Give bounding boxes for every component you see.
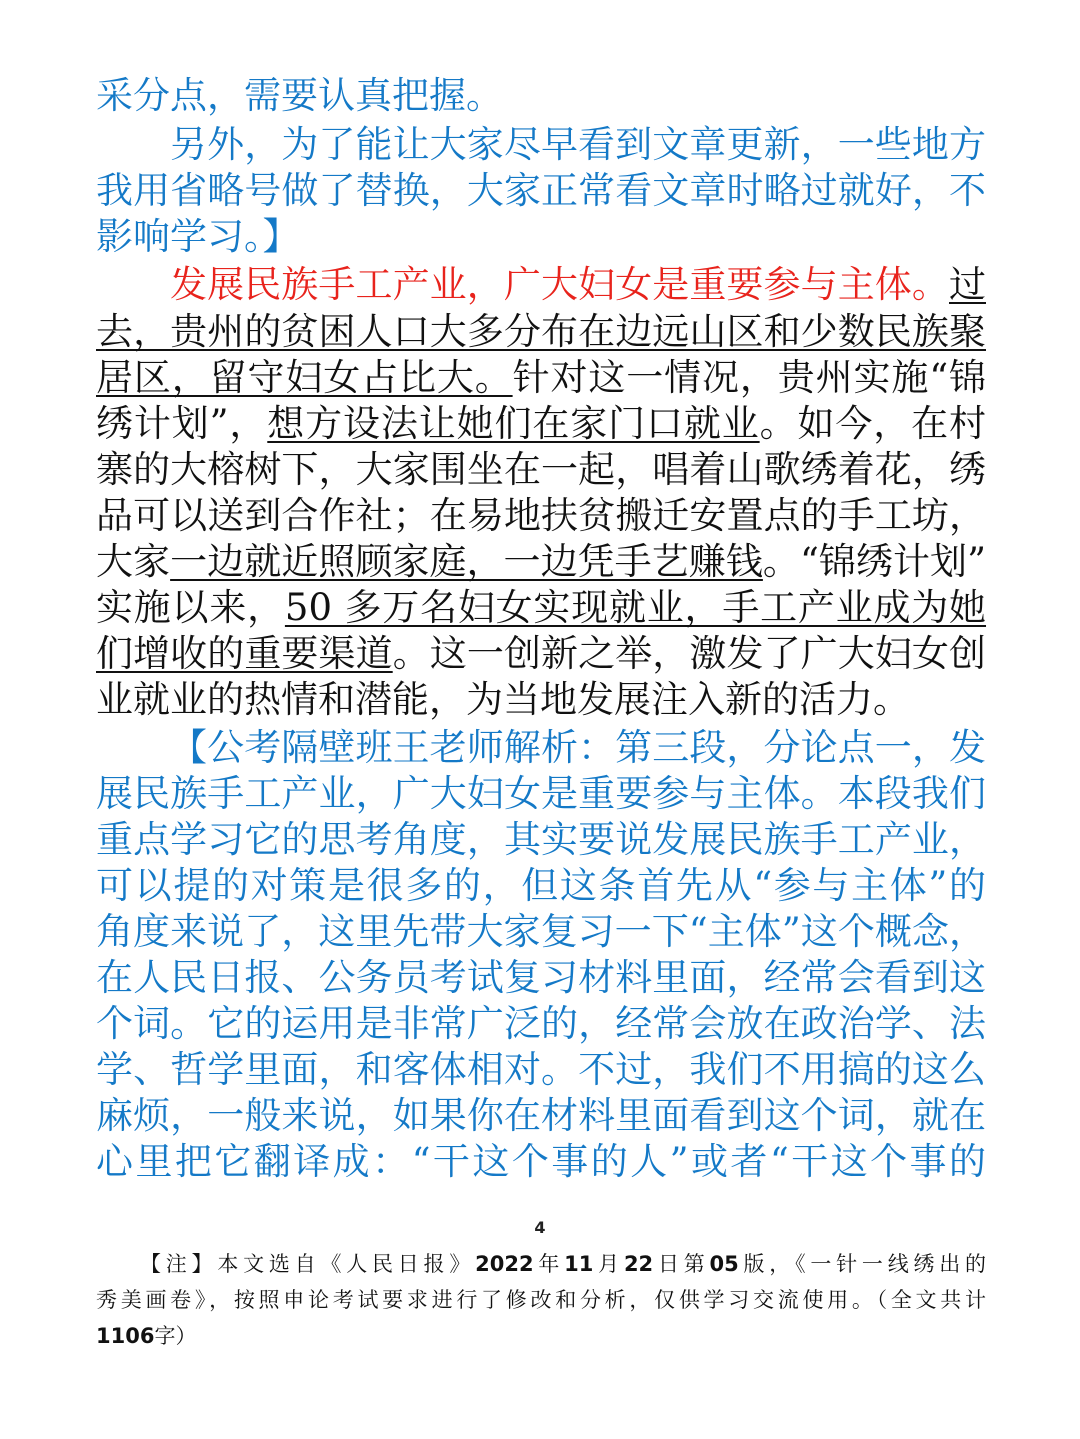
- note-line-2: 秀美画卷》，按照申论考试要求进行了修改和分析，仅供学习交流使用。（全文共计: [96, 1288, 986, 1312]
- para-heading: 发展民族手工产业，广大妇女是重要参与主体。: [170, 263, 949, 306]
- analysis-line-5: 角度来说了，这里先带大家复习一下“主体”这个概念，: [96, 910, 986, 953]
- intro-line-4: 影响学习。】: [96, 215, 300, 258]
- analysis-line-3: 重点学习它的思考角度，其实要说发展民族手工产业，: [96, 818, 986, 861]
- analysis-line-4: 可以提的对策是很多的，但这条首先从“参与主体”的: [96, 864, 986, 907]
- underlined-text: 过: [949, 263, 986, 306]
- analysis-line-8: 学、哲学里面，和客体相对。不过，我们不用搞的这么: [96, 1048, 986, 1091]
- para-line-8: [96, 585, 986, 631]
- analysis-line-2: 展民族手工产业，广大妇女是重要参与主体。本段我们: [96, 772, 986, 815]
- analysis-line-6: 在人民日报、公务员考试复习材料里面，经常会看到这: [96, 956, 986, 999]
- note-text: 字）: [154, 1324, 197, 1348]
- note-text: 【注】本文选自《人民日报》: [140, 1252, 476, 1276]
- note-edition: 05: [709, 1252, 739, 1276]
- underlined-text: 想方设法让她们在家门口就业: [267, 402, 760, 445]
- analysis-line-1: 【公考隔壁班王老师解析：第三段，分论点一，发: [170, 726, 986, 769]
- para-text: 绣计划”，: [96, 402, 268, 445]
- note-month: 11: [564, 1252, 594, 1276]
- note-text: 版，《一针一线绣出的: [738, 1252, 987, 1276]
- para-text: 。“锦绣计划”: [762, 540, 987, 583]
- note-text: 月: [593, 1252, 624, 1276]
- para-line-9: [96, 631, 986, 677]
- underlined-text: 去，贵州的贫困人口大多分布在边远山区和少数民族聚: [96, 310, 986, 353]
- intro-line-2: 另外，为了能让大家尽早看到文章更新，一些地方: [170, 123, 986, 166]
- analysis-line-9: 麻烦，一般来说，如果你在材料里面看到这个词，就在: [96, 1094, 986, 1137]
- note-line-1: [140, 1250, 986, 1278]
- analysis-line-10: 心里把它翻译成：“干这个事的人”或者“干这个事的: [96, 1140, 986, 1183]
- underlined-text: 一边就近照顾家庭，一边凭手艺赚钱: [170, 540, 763, 583]
- underlined-text: 居区，留守妇女占比大。: [96, 356, 513, 399]
- para-line-10: 业就业的热情和潜能，为当地发展注入新的活力。: [96, 678, 910, 721]
- analysis-line-7: 个词。它的运用是非常广泛的，经常会放在政治学、法: [96, 1002, 986, 1045]
- para-line-4: [96, 401, 986, 447]
- para-text: 大家: [96, 540, 171, 583]
- note-word-count: 1106: [96, 1324, 155, 1348]
- para-line-2: [96, 309, 986, 355]
- para-line-1: [170, 262, 986, 308]
- note-line-3: [96, 1322, 986, 1350]
- note-year: 2022: [475, 1252, 534, 1276]
- intro-line-1: 采分点，需要认真把握。: [96, 74, 503, 117]
- page-number: 4: [534, 1218, 546, 1237]
- para-line-6: 品可以送到合作社；在易地扶贫搬迁安置点的手工坊，: [96, 494, 986, 537]
- para-text: 。如今，在村: [759, 402, 987, 445]
- para-line-7: [96, 539, 986, 585]
- para-line-3: [96, 355, 986, 401]
- para-line-5: 寨的大榕树下，大家围坐在一起，唱着山歌绣着花，绣: [96, 448, 986, 491]
- para-text: 实施以来，: [96, 586, 285, 629]
- note-text: 日第: [653, 1252, 710, 1276]
- note-text: 年: [533, 1252, 565, 1276]
- underlined-text: 50 多万名妇女实现就业，手工产业成为她: [284, 586, 987, 629]
- intro-line-3: 我用省略号做了替换，大家正常看文章时略过就好，不: [96, 169, 986, 212]
- para-text: 。这一创新之举，激发了广大妇女创: [392, 632, 987, 675]
- underlined-text: 们增收的重要渠道: [96, 632, 393, 675]
- para-text: 针对这一情况，贵州实施“锦: [512, 356, 986, 399]
- note-day: 22: [623, 1252, 654, 1276]
